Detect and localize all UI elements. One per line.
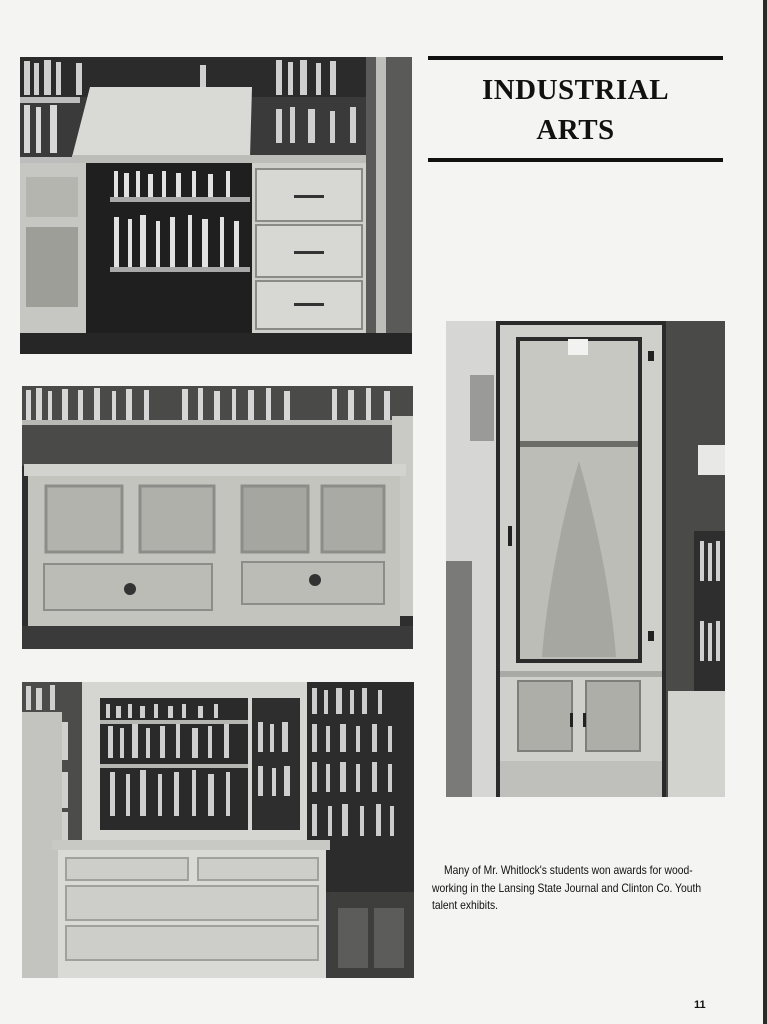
caption-line-2: working in the Lansing State Journal and Clinton Co. Youth	[432, 880, 702, 895]
title-block	[428, 56, 723, 162]
photo-desk-bookcase	[20, 57, 412, 354]
photo-caption	[432, 862, 724, 915]
title-bottom-rule	[428, 158, 723, 162]
page-number: 11	[694, 999, 706, 1011]
photo-hutch-cabinet	[22, 682, 414, 978]
title-line-2: ARTS	[536, 114, 615, 146]
caption-line-3: talent exhibits.	[432, 898, 498, 912]
page-title	[428, 70, 723, 150]
page-edge	[763, 0, 767, 1024]
caption-line-1: Many of Mr. Whitlock's students won awards for wood-	[444, 863, 693, 877]
title-top-rule	[428, 56, 723, 60]
photo-gun-cabinet	[446, 321, 725, 797]
title-line-1: INDUSTRIAL	[481, 74, 670, 106]
photo-chest-cabinet	[22, 386, 413, 649]
